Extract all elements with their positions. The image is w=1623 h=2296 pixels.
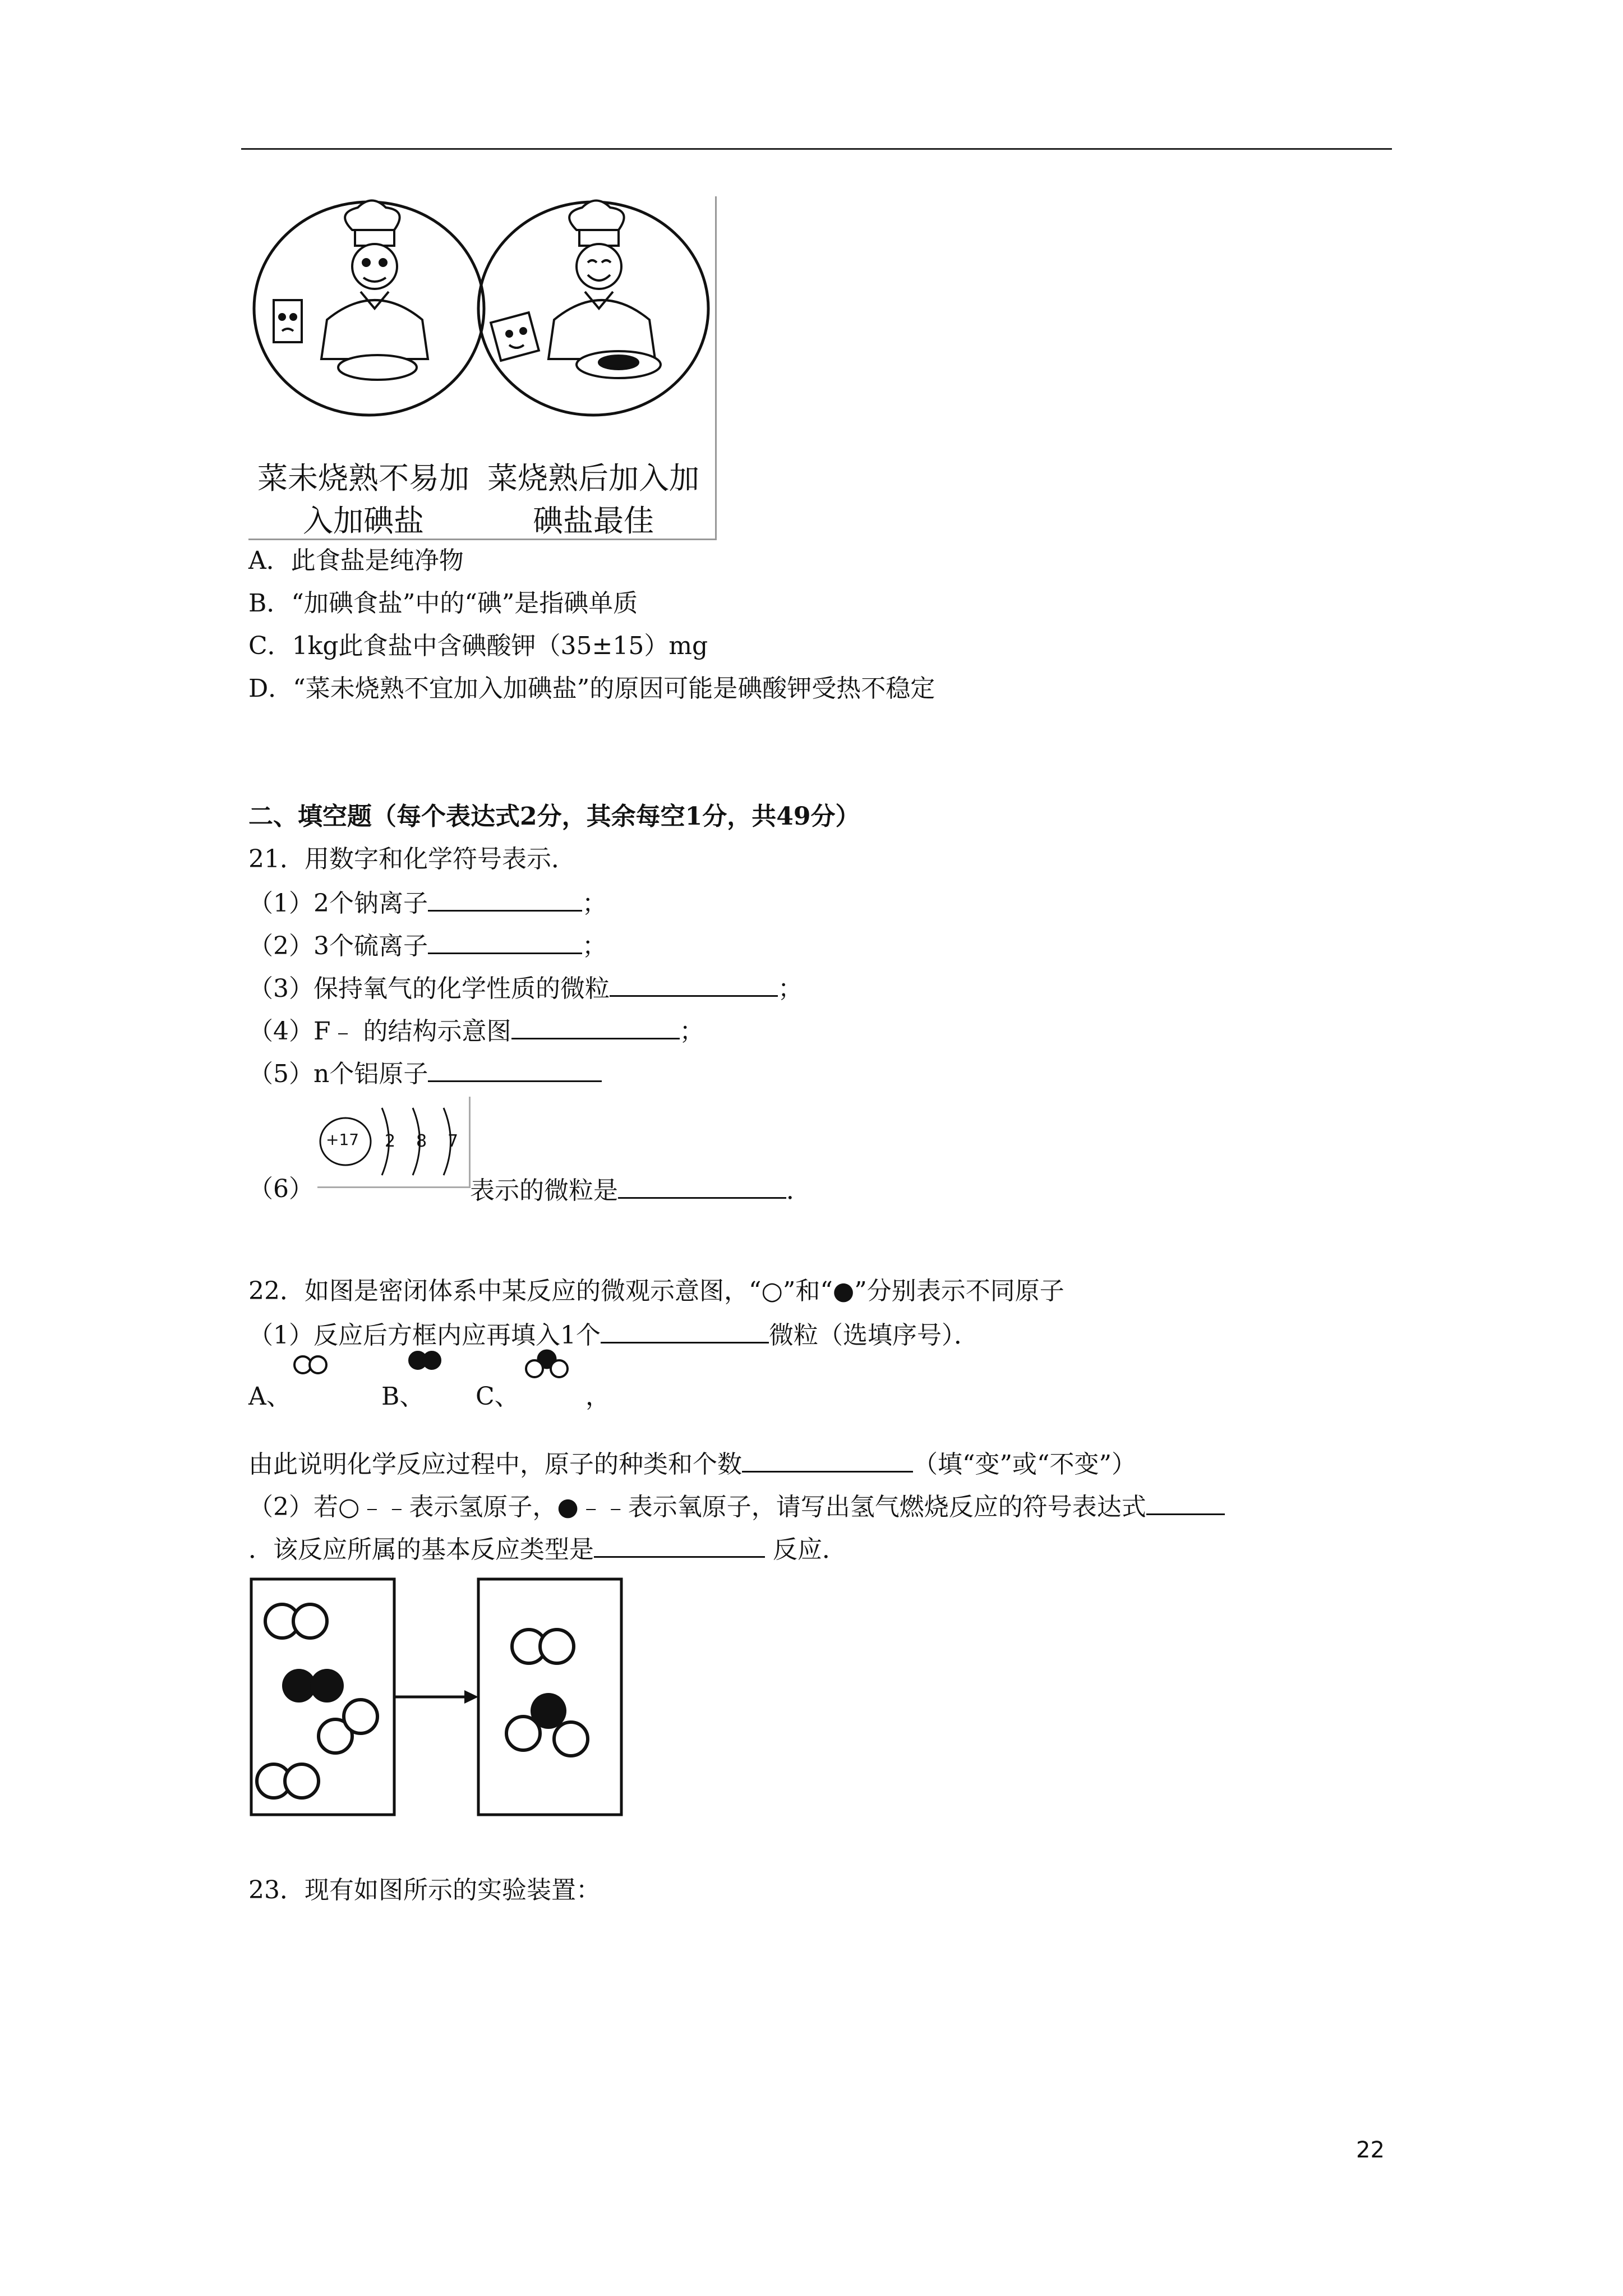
q21-part3-text: （3）保持氧气的化学性质的微粒: [248, 974, 610, 1003]
right-caption-line2: 碘盐最佳: [533, 503, 654, 539]
page-number: 22: [1356, 2137, 1385, 2163]
q21-part6-prefix: （6）: [248, 1175, 313, 1203]
punct: ；: [582, 889, 607, 918]
answer-blank[interactable]: [742, 1446, 913, 1473]
q22-part2: [248, 1489, 1225, 1524]
q22-part2-line2: [248, 1531, 847, 1567]
punct: ；: [582, 932, 607, 960]
q21-part1-text: （1）2个钠离子: [248, 889, 428, 918]
q22-part2-line2-suffix: 反应．: [765, 1535, 847, 1564]
iodized-salt-cartoon: [248, 196, 717, 540]
q22-part2-text: （2）若○﹣﹣表示氢原子，●﹣﹣表示氧原子，请写出氢气燃烧反应的符号表达式: [248, 1493, 1146, 1521]
answer-blank[interactable]: [428, 1056, 602, 1082]
molecule-b-icon: [404, 1346, 449, 1374]
q21-part3: [248, 970, 803, 1006]
q21-part1: [248, 885, 607, 921]
q22-conclusion-suffix: （填“变”或“不变”）: [913, 1450, 1136, 1479]
q21-part4-text: （4）F﹣ 的结构示意图: [248, 1017, 511, 1046]
q21-part5: [248, 1056, 602, 1091]
answer-blank[interactable]: [428, 928, 582, 954]
molecule-a-icon: [289, 1351, 334, 1379]
shell-1-count: 2: [385, 1131, 396, 1151]
shell-2-count: 8: [416, 1131, 427, 1151]
q21-part4: [248, 1013, 704, 1048]
q23-stem: 23．现有如图所示的实验装置：: [248, 1876, 601, 1904]
q21-part2-text: （2）3个硫离子: [248, 932, 428, 960]
punct: ；: [679, 1017, 704, 1046]
shell-3-count: 7: [448, 1131, 459, 1151]
q22-part1: [248, 1317, 979, 1352]
q22-part1-suffix: 微粒（选填序号）．: [769, 1321, 979, 1350]
atom-structure-diagram: [317, 1097, 471, 1188]
q22-conclusion: [248, 1446, 1136, 1481]
q21-part6: [470, 1172, 811, 1208]
q21-part2: [248, 928, 607, 963]
answer-blank[interactable]: [610, 970, 778, 997]
q22-option-c-label: C、: [476, 1382, 519, 1411]
answer-blank[interactable]: [594, 1531, 765, 1558]
q22-stem: 22．如图是密闭体系中某反应的微观示意图，“○”和“●”分别表示不同原子: [248, 1277, 1064, 1305]
q22-part1-text: （1）反应后方框内应再填入1个: [248, 1321, 601, 1350]
answer-blank[interactable]: [428, 885, 582, 912]
q22-part2-line2-text: ．该反应所属的基本反应类型是: [248, 1535, 594, 1564]
nucleus-label: +17: [326, 1130, 359, 1149]
punct: ；: [778, 974, 803, 1003]
answer-blank[interactable]: [1146, 1489, 1225, 1515]
right-caption: [484, 457, 703, 542]
q20-option-c: C．1kg此食盐中含碘酸钾（35±15）mg: [248, 632, 708, 660]
q20-option-d: D．“菜未烧熟不宜加入加碘盐”的原因可能是碘酸钾受热不稳定: [248, 674, 935, 703]
left-caption-line1: 菜未烧熟不易加: [257, 461, 469, 496]
molecule-c-icon: [519, 1343, 575, 1383]
header-rule: [241, 148, 1392, 150]
q21-part6-text: 表示的微粒是: [470, 1176, 618, 1205]
q21-stem: 21．用数字和化学符号表示．: [248, 845, 576, 873]
q20-option-b: B．“加碘食盐”中的“碘”是指碘单质: [248, 589, 638, 618]
reaction-microscopic-diagram: [248, 1576, 630, 1823]
q22-option-a-label: A、: [248, 1382, 291, 1411]
q20-option-a: A．此食盐是纯净物: [248, 546, 464, 575]
left-caption: [254, 457, 473, 542]
q22-option-b-label: B、: [381, 1382, 425, 1411]
answer-blank[interactable]: [511, 1013, 680, 1039]
answer-blank[interactable]: [601, 1317, 769, 1343]
left-caption-line2: 入加碘盐: [303, 503, 424, 539]
q21-part5-text: （5）n个铝原子: [248, 1060, 428, 1088]
q22-conclusion-text: 由此说明化学反应过程中，原子的种类和个数: [248, 1450, 742, 1479]
answer-blank[interactable]: [618, 1172, 786, 1199]
punct: ．: [786, 1176, 811, 1205]
section-heading: 二、填空题（每个表达式2分，其余每空1分，共49分）: [248, 802, 860, 831]
q22-option-end: ，: [585, 1382, 610, 1411]
right-caption-line1: 菜烧熟后加入加: [487, 461, 699, 496]
